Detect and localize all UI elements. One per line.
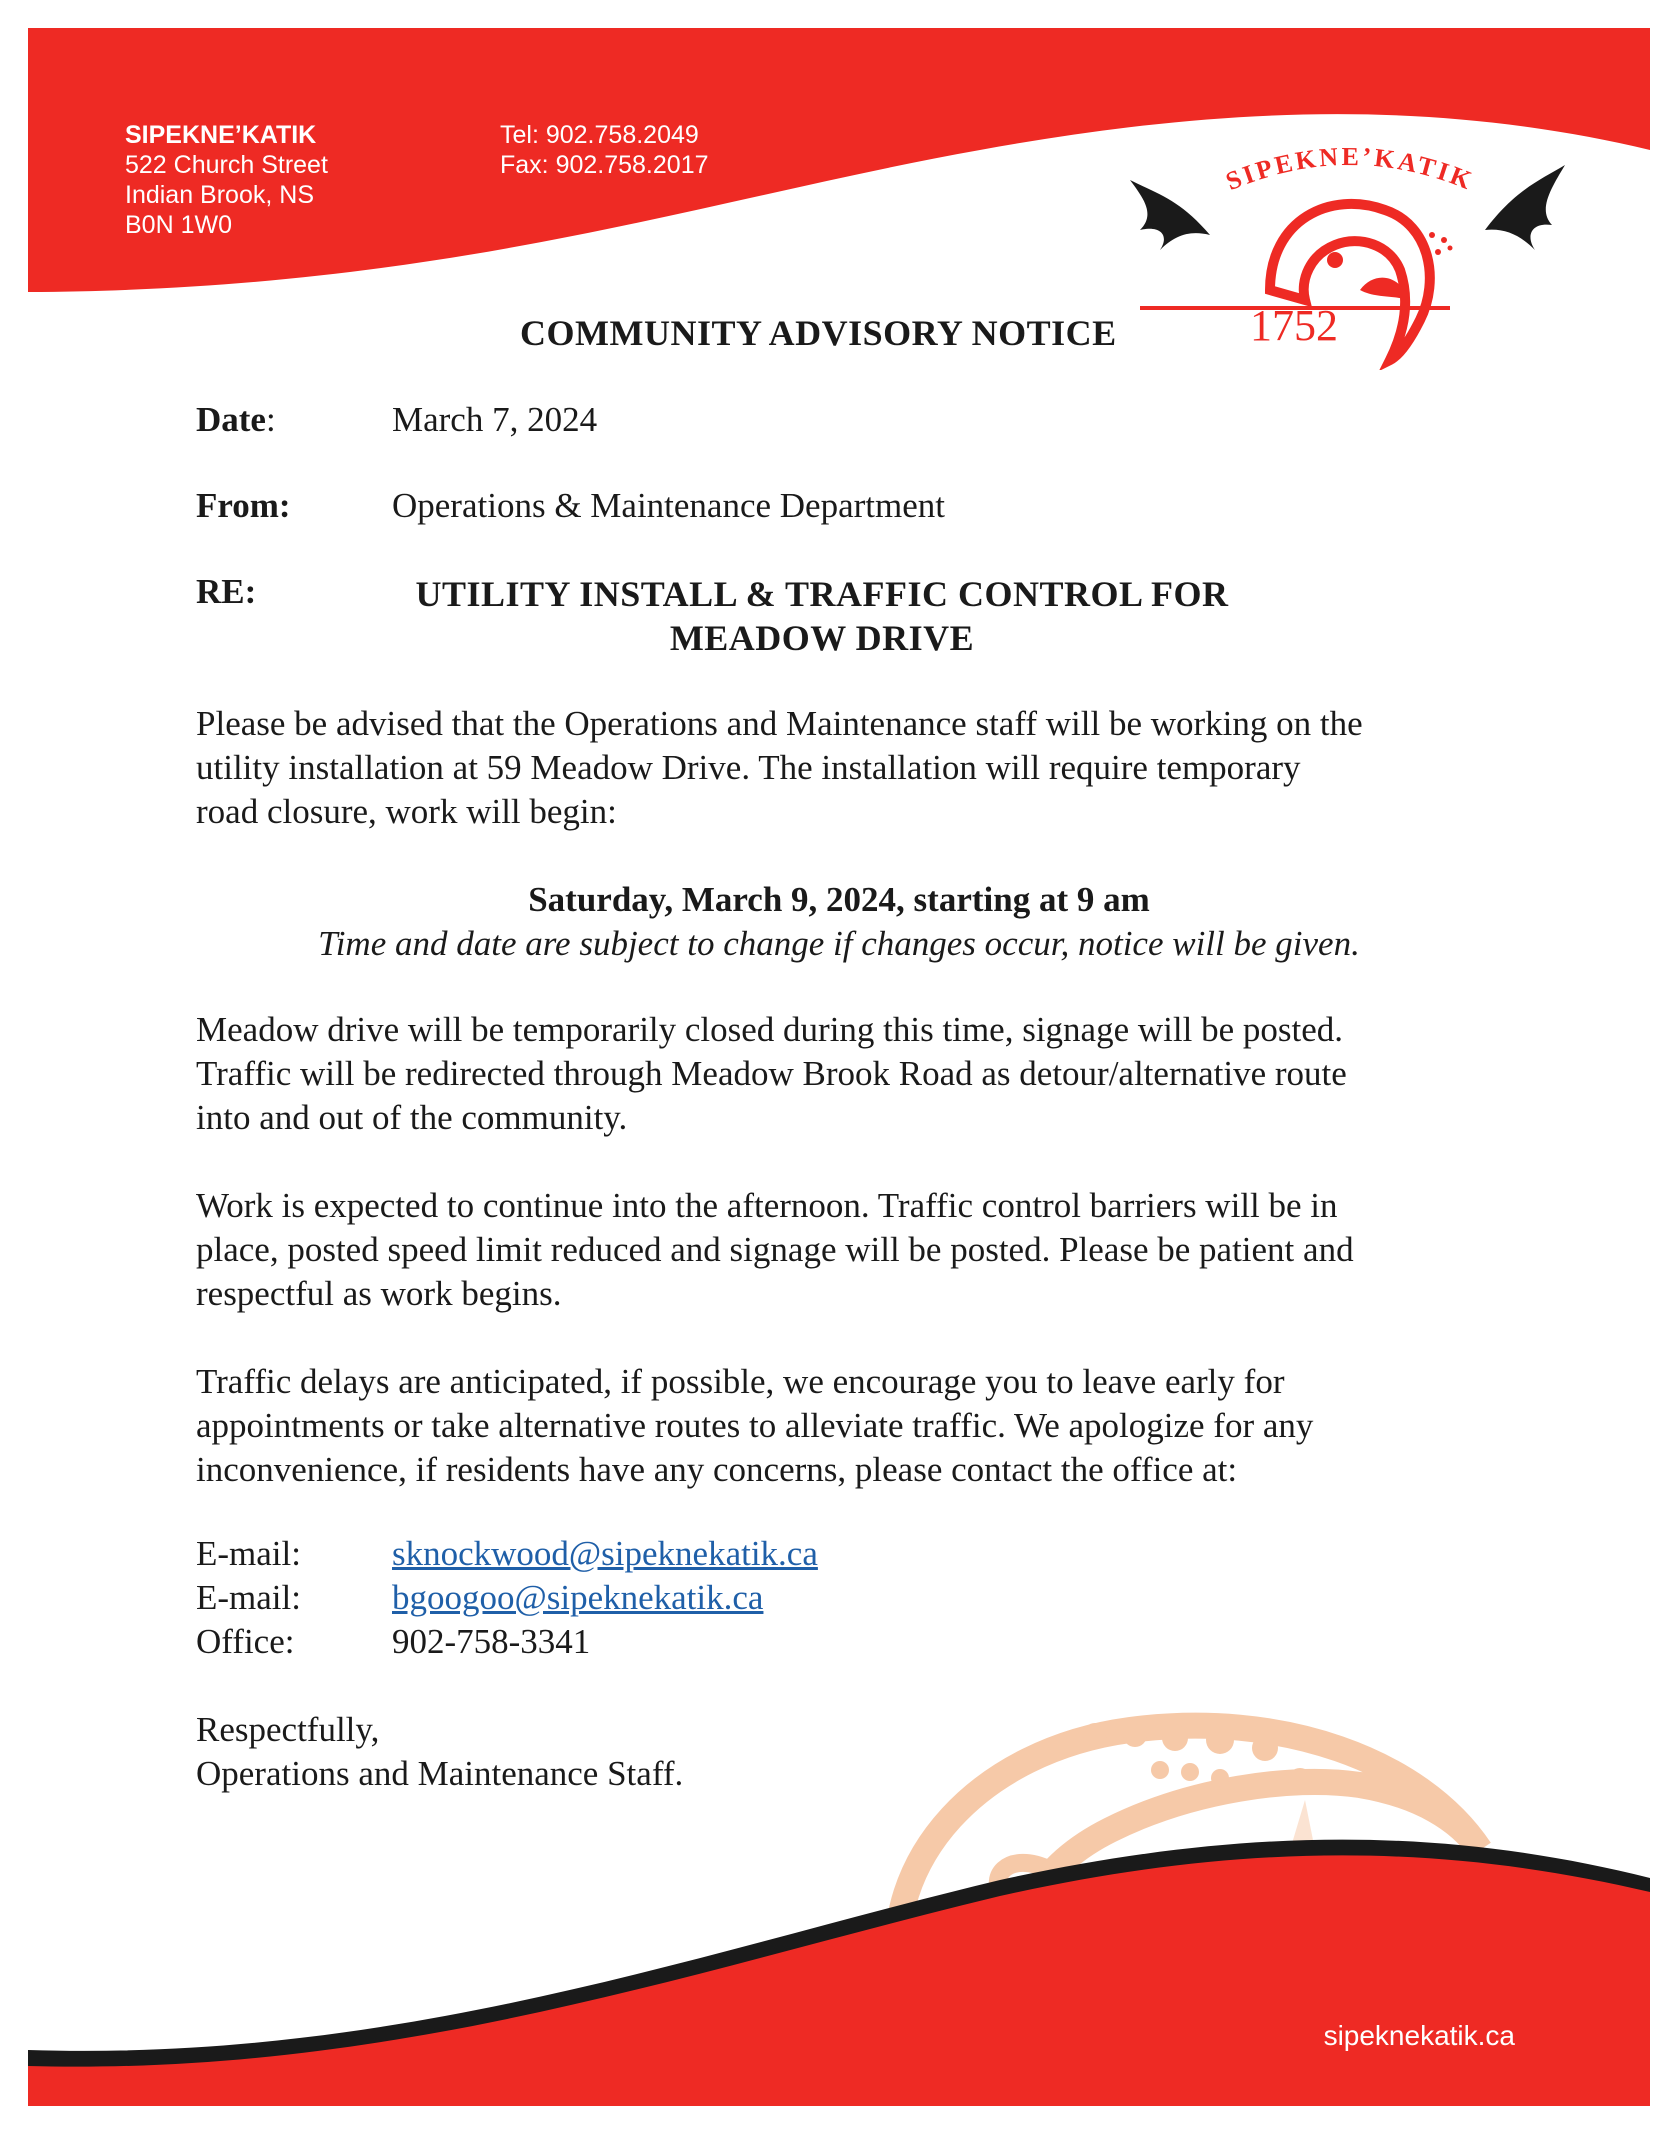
work-paragraph	[196, 1184, 1556, 1316]
start-time: Saturday, March 9, 2024, starting at 9 am	[528, 880, 1150, 919]
signoff: Operations and Maintenance Staff.	[196, 1754, 684, 1793]
delays-line-1: Traffic delays are anticipated, if possible, we encourage you to leave early for	[196, 1362, 1285, 1401]
date-label: Date:	[196, 400, 276, 439]
work-line-3: respectful as work begins.	[196, 1274, 562, 1313]
schedule-block	[196, 878, 1482, 966]
intro-line-2: utility installation at 59 Meadow Drive. The installation will require temporary	[196, 748, 1301, 787]
fax: Fax: 902.758.2017	[500, 151, 709, 179]
street-address: 522 Church Street	[125, 151, 328, 179]
email-link-bgoogoo[interactable]: bgoogoo@sipeknekatik.ca	[392, 1578, 764, 1617]
right-wing-shape	[1485, 165, 1565, 250]
letterhead-address	[125, 120, 328, 240]
contact-label: E-mail:	[196, 1578, 301, 1617]
footer-wave-banner	[0, 1700, 1675, 2134]
date-value: March 7, 2024	[392, 400, 598, 439]
delays-line-3: inconvenience, if residents have any concerns, please contact the office at:	[196, 1450, 1238, 1489]
office-phone: 902-758-3341	[392, 1622, 591, 1661]
work-line-1: Work is expected to continue into the afternoon. Traffic control barriers will be in	[196, 1186, 1338, 1225]
telephone: Tel: 902.758.2049	[500, 121, 699, 149]
re-label: RE:	[196, 572, 257, 611]
work-line-2: place, posted speed limit reduced and signage will be posted. Please be patient and	[196, 1230, 1354, 1269]
contact-list	[196, 1532, 818, 1664]
letterhead-contact	[500, 120, 709, 180]
contact-label: Office:	[196, 1622, 295, 1661]
subject-to-change-note: Time and date are subject to change if changes occur, notice will be given.	[318, 924, 1360, 963]
closure-paragraph	[196, 1008, 1556, 1140]
sipeknekatik-logo	[1120, 140, 1580, 370]
intro-paragraph	[196, 702, 1556, 834]
closure-line-3: into and out of the community.	[196, 1098, 628, 1137]
re-subject-line2: MEADOW DRIVE	[669, 618, 975, 658]
postal-code: B0N 1W0	[125, 211, 232, 239]
closure-line-2: Traffic will be redirected through Meadow Brook Road as detour/alternative route	[196, 1054, 1347, 1093]
contact-row	[196, 1532, 818, 1576]
email-link-sknockwood[interactable]: sknockwood@sipeknekatik.ca	[392, 1534, 818, 1573]
contact-label: E-mail:	[196, 1534, 301, 1573]
re-subject	[392, 572, 1252, 660]
closing: Respectfully,	[196, 1710, 380, 1749]
svg-text:SIPEKNE’KATIK	[1222, 142, 1478, 196]
re-subject-line1: UTILITY INSTALL & TRAFFIC CONTROL FOR	[415, 574, 1229, 614]
intro-line-1: Please be advised that the Operations and Maintenance staff will be working on the	[196, 704, 1363, 743]
delays-line-2: appointments or take alternative routes to alleviate traffic. We apologize for any	[196, 1406, 1314, 1445]
closure-line-1: Meadow drive will be temporarily closed during this time, signage will be posted.	[196, 1010, 1343, 1049]
delays-paragraph	[196, 1360, 1556, 1492]
fish-eye	[1327, 252, 1343, 268]
footer-website-link[interactable]: sipeknekatik.ca	[1323, 2020, 1515, 2051]
logo-arc-text: SIPEKNE’KATIK	[1221, 141, 1479, 197]
contact-row	[196, 1620, 818, 1664]
logo-year: 1752	[1250, 301, 1338, 350]
city-province: Indian Brook, NS	[125, 181, 314, 209]
notice-title: COMMUNITY ADVISORY NOTICE	[520, 313, 1117, 353]
from-value: Operations & Maintenance Department	[392, 486, 945, 525]
intro-line-3: road closure, work will begin:	[196, 792, 617, 831]
contact-row	[196, 1576, 818, 1620]
org-name: SIPEKNE’KATIK	[125, 121, 317, 149]
from-label: From:	[196, 486, 291, 525]
left-wing-shape	[1130, 180, 1210, 250]
